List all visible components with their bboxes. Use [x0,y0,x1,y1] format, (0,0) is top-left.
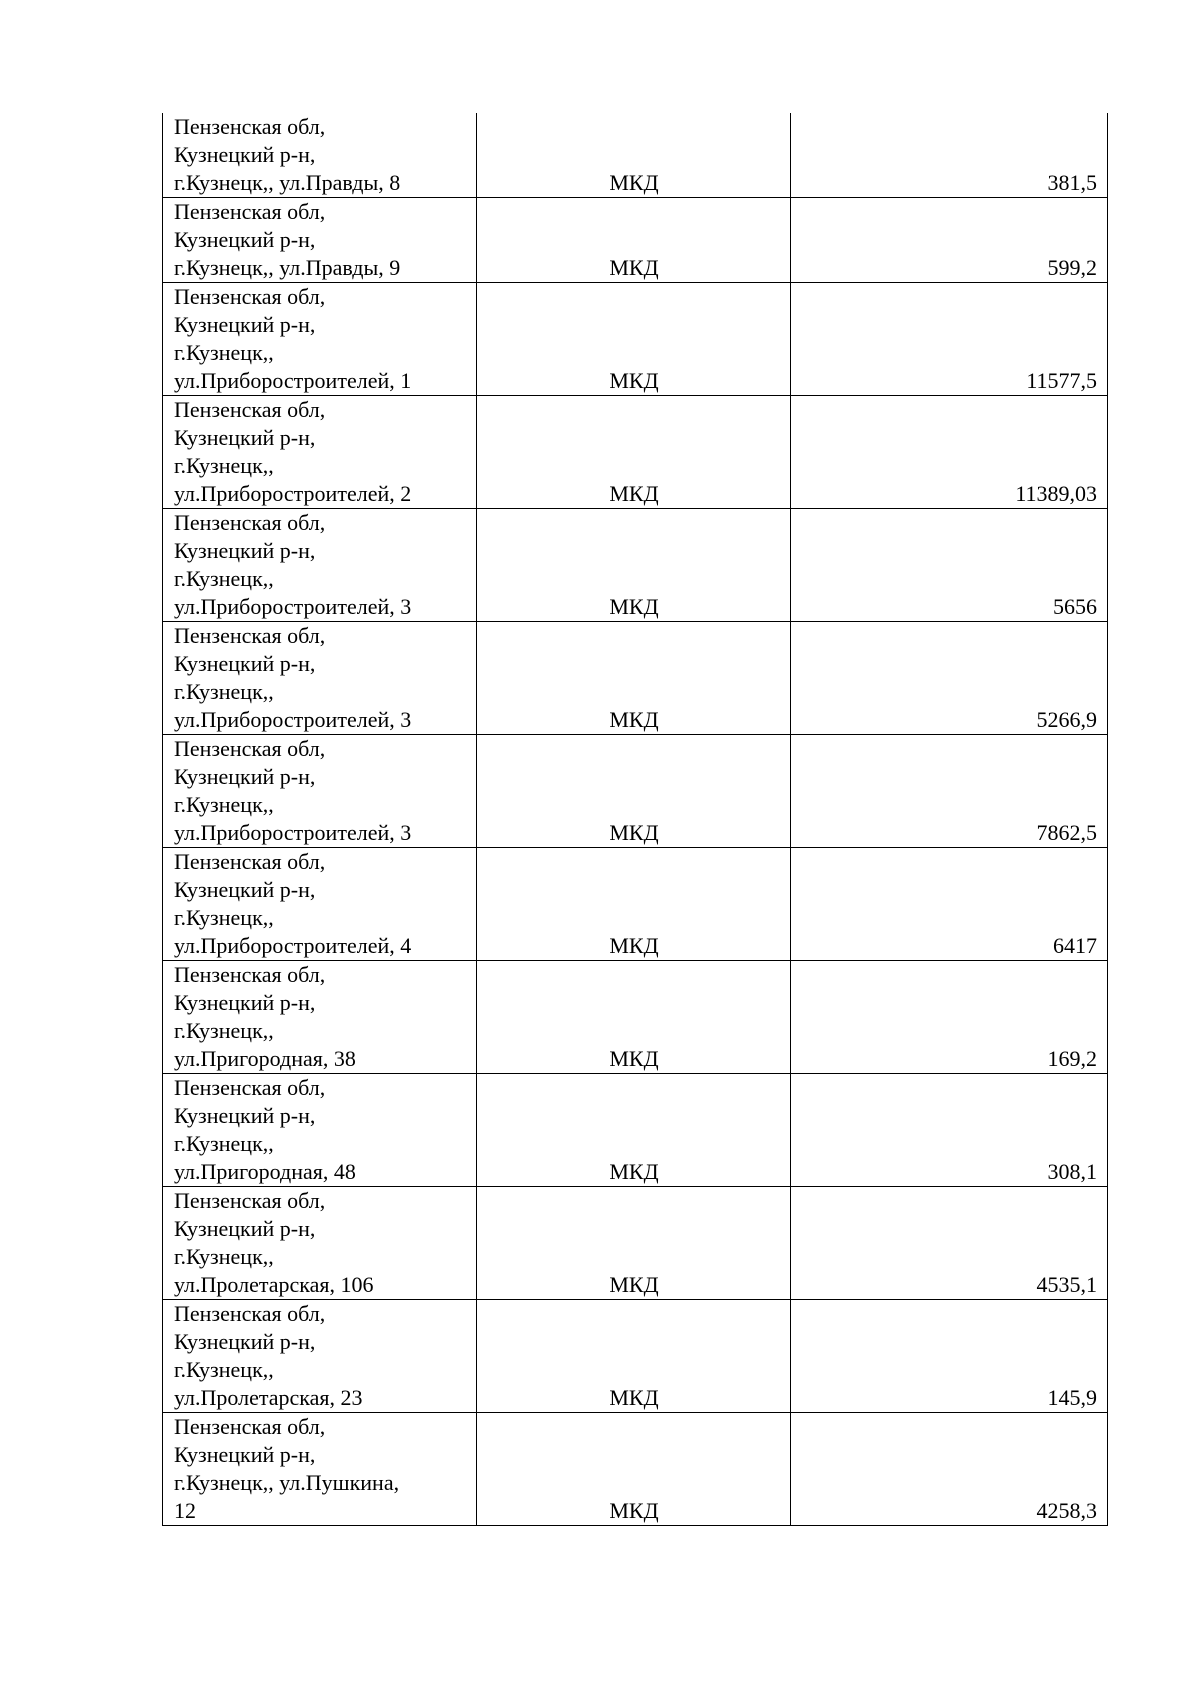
table-row [163,283,1108,396]
address-line: Кузнецкий р-н, [174,1442,316,1467]
address-cell [163,113,477,198]
address-line: Кузнецкий р-н, [174,425,316,450]
address-line: Пензенская обл, [174,284,326,309]
area-cell: 5656 [791,509,1108,622]
building-type-cell: МКД [477,198,791,283]
address-line: г.Кузнецк,, [174,792,274,817]
address-cell [163,622,477,735]
table-row [163,735,1108,848]
table-row [163,961,1108,1074]
table-row [163,1413,1108,1526]
address-cell [163,198,477,283]
address-line: ул.Пролетарская, 106 [174,1272,374,1297]
address-line: Пензенская обл, [174,199,326,224]
address-line: Кузнецкий р-н, [174,312,316,337]
address-line: г.Кузнецк,, [174,566,274,591]
address-line: Кузнецкий р-н, [174,142,316,167]
address-cell [163,961,477,1074]
address-line: г.Кузнецк,, ул.Правды, 8 [174,170,401,195]
building-type-cell: МКД [477,1187,791,1300]
housing-registry-table [162,113,1108,1526]
address-line: Пензенская обл, [174,623,326,648]
address-cell [163,1074,477,1187]
address-line: Кузнецкий р-н, [174,1103,316,1128]
address-line: Пензенская обл, [174,1301,326,1326]
address-line: г.Кузнецк,, [174,679,274,704]
address-line: Пензенская обл, [174,1414,326,1439]
area-cell: 7862,5 [791,735,1108,848]
building-type-cell: МКД [477,961,791,1074]
building-type-cell: МКД [477,113,791,198]
address-line: Пензенская обл, [174,1188,326,1213]
address-cell [163,848,477,961]
table-row [163,509,1108,622]
building-type-cell: МКД [477,283,791,396]
building-type-cell: МКД [477,1413,791,1526]
address-line: Пензенская обл, [174,114,326,139]
address-line: г.Кузнецк,, ул.Пушкина, [174,1470,400,1495]
table-row [163,622,1108,735]
address-line: Пензенская обл, [174,849,326,874]
address-line: г.Кузнецк,, [174,905,274,930]
address-line: 12 [174,1498,196,1523]
address-line: Пензенская обл, [174,397,326,422]
address-line: ул.Приборостроителей, 3 [174,707,412,732]
table-row [163,198,1108,283]
table-row [163,1074,1108,1187]
address-cell [163,509,477,622]
address-cell [163,283,477,396]
address-line: Кузнецкий р-н, [174,538,316,563]
address-line: г.Кузнецк,, [174,1131,274,1156]
address-line: Кузнецкий р-н, [174,227,316,252]
address-cell [163,1413,477,1526]
building-type-cell: МКД [477,1074,791,1187]
address-line: ул.Пригородная, 38 [174,1046,356,1071]
address-line: г.Кузнецк,, [174,1244,274,1269]
table-row [163,1187,1108,1300]
address-line: Пензенская обл, [174,962,326,987]
address-cell [163,1300,477,1413]
building-type-cell: МКД [477,735,791,848]
table-row [163,396,1108,509]
address-line: ул.Приборостроителей, 1 [174,368,412,393]
address-line: ул.Приборостроителей, 3 [174,594,412,619]
address-line: Кузнецкий р-н, [174,990,316,1015]
address-line: г.Кузнецк,, [174,1018,274,1043]
building-type-cell: МКД [477,1300,791,1413]
area-cell: 4535,1 [791,1187,1108,1300]
address-cell [163,396,477,509]
table-row [163,113,1108,198]
address-cell [163,735,477,848]
table-row [163,848,1108,961]
area-cell: 6417 [791,848,1108,961]
address-line: г.Кузнецк,, ул.Правды, 9 [174,255,401,280]
building-type-cell: МКД [477,622,791,735]
area-cell: 308,1 [791,1074,1108,1187]
area-cell: 381,5 [791,113,1108,198]
address-line: ул.Пролетарская, 23 [174,1385,363,1410]
area-cell: 11577,5 [791,283,1108,396]
area-cell: 4258,3 [791,1413,1108,1526]
address-line: Кузнецкий р-н, [174,877,316,902]
address-line: Пензенская обл, [174,510,326,535]
address-line: ул.Приборостроителей, 3 [174,820,412,845]
building-type-cell: МКД [477,848,791,961]
address-line: Кузнецкий р-н, [174,764,316,789]
area-cell: 169,2 [791,961,1108,1074]
address-line: ул.Приборостроителей, 2 [174,481,412,506]
address-line: г.Кузнецк,, [174,453,274,478]
address-line: Кузнецкий р-н, [174,651,316,676]
area-cell: 11389,03 [791,396,1108,509]
area-cell: 145,9 [791,1300,1108,1413]
address-line: г.Кузнецк,, [174,1357,274,1382]
address-line: Кузнецкий р-н, [174,1216,316,1241]
address-line: ул.Приборостроителей, 4 [174,933,412,958]
area-cell: 5266,9 [791,622,1108,735]
address-line: Пензенская обл, [174,1075,326,1100]
address-line: г.Кузнецк,, [174,340,274,365]
area-cell: 599,2 [791,198,1108,283]
building-type-cell: МКД [477,396,791,509]
table-row [163,1300,1108,1413]
address-line: Кузнецкий р-н, [174,1329,316,1354]
address-line: Пензенская обл, [174,736,326,761]
registry-table-body [163,113,1108,1526]
address-cell [163,1187,477,1300]
address-line: ул.Пригородная, 48 [174,1159,356,1184]
building-type-cell: МКД [477,509,791,622]
